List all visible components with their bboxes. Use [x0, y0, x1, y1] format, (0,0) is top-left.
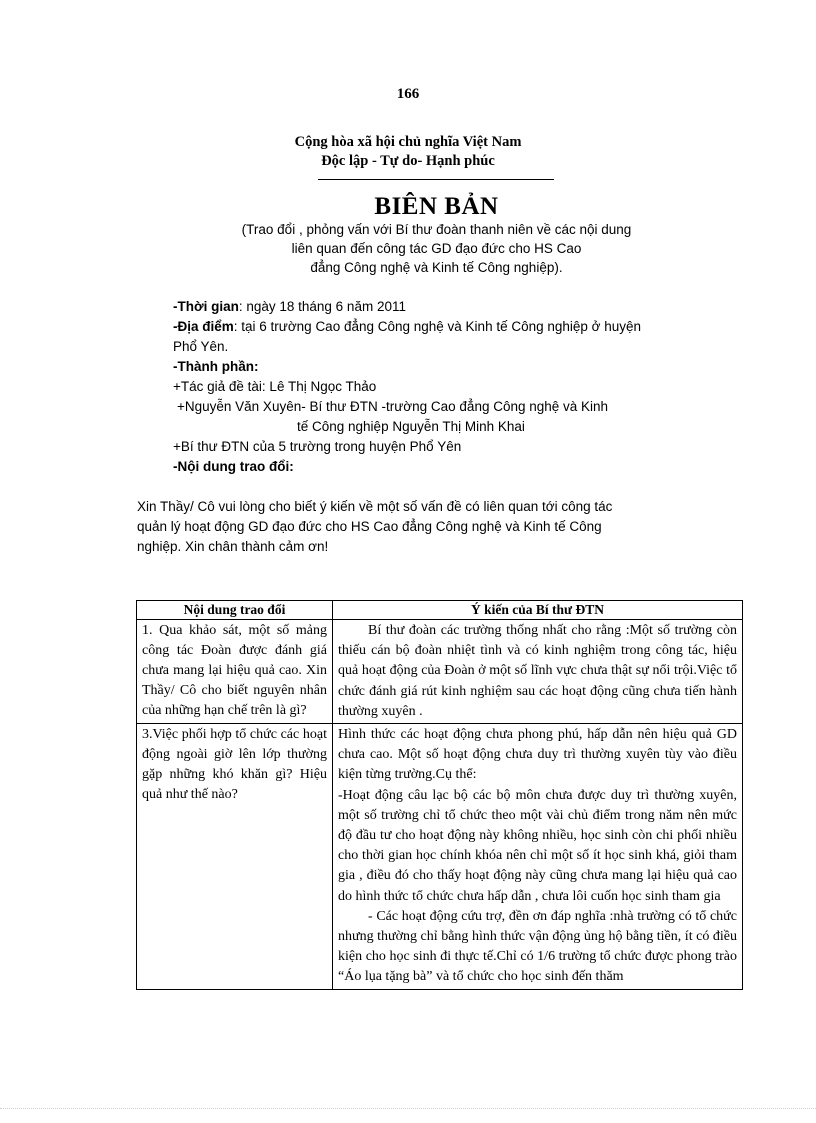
document-title: BIÊN BẢN	[374, 193, 499, 220]
document-subtitle	[0, 220, 816, 277]
member-item-cont: tế Công nghiệp Nguyễn Thị Minh Khai	[297, 419, 525, 434]
answer-paragraph: - Các hoạt động cứu trợ, đền ơn đáp nghĩa :nhà trường có tổ chức nhưng thường chỉ bằng hình thức vận động ủng hộ bằng tiền, ít có điều kiện cho học sinh đi thực tế.Chỉ có 1/6 trường tổ chức được phong trào “Áo lụa tặng bà” và tổ chức cho học sinh đến thăm	[338, 908, 737, 985]
time-line	[173, 297, 763, 317]
page-bottom-edge	[0, 1108, 816, 1109]
column-header-question: Nội dung trao đổi	[137, 601, 333, 620]
answer-paragraph: Bí thư đoàn các trường thống nhất cho rằng :Một số trường còn thiếu cán bộ đoàn nhiệt tình và có kinh nghiệm trong công tác, hiệu quả hoạt động của Đoàn ở một số lĩnh vực chưa thật sự nổi trội.Việc tổ chức đánh giá rút kinh nghiệm sau các hoạt động cũng chưa tiến hành thường xuyên .	[338, 623, 737, 719]
subtitle-line: (Trao đổi , phỏng vấn với Bí thư đoàn thanh niên về các nội dung	[241, 222, 632, 237]
member-item: +Tác giả đề tài: Lê Thị Ngọc Thảo	[173, 379, 377, 394]
meeting-info	[173, 297, 763, 477]
table-row	[137, 724, 743, 990]
table-row	[137, 620, 743, 724]
member-item: +Bí thư ĐTN của 5 trường trong huyện Phổ Yên	[173, 439, 462, 454]
subtitle-line: liên quan đến công tác GD đạo đức cho HS Cao	[291, 241, 582, 256]
answer-cell	[333, 620, 743, 724]
table-header-row	[137, 601, 743, 620]
subtitle-line: đẳng Công nghệ và Kinh tế Công nghiệp).	[310, 260, 563, 275]
intro-line: quản lý hoạt động GD đạo đức cho HS Cao đẳng Công nghệ và Kinh tế Công	[137, 519, 602, 534]
content-label	[173, 457, 763, 477]
answer-paragraph: Hình thức các hoạt động chưa phong phú, hấp dẫn nên hiệu quả GD chưa cao. Một số hoạt động chưa duy trì thường xuyên tùy vào điều kiện từng trường.Cụ thể:	[338, 727, 737, 783]
answer-paragraph: -Hoạt động câu lạc bộ các bộ môn chưa được duy trì thường xuyên, một số trường chỉ tổ chức theo một vài chủ điểm trong năm nên mức độ đầu tư cho hoạt động này không nhiều, học sinh còn chi phối nhiều cho thời gian học chính khóa nên chỉ một số ít học sinh khá, giỏi tham gia , điều đó cho thấy hoạt động này cũng chưa mang lại hiệu quả cao do hình thức tổ chức chưa hấp dẫn , chưa lôi cuốn học sinh tham gia	[338, 787, 737, 904]
question-cell: 3.Việc phối hợp tổ chức các hoạt động ngoài giờ lên lớp thường gặp những khó khăn gì? Hiệu quả như thế nào?	[137, 724, 333, 990]
place-label: -Địa điểm	[173, 319, 234, 334]
place-line-cont: Phổ Yên.	[173, 339, 229, 354]
answer-cell	[333, 724, 743, 990]
intro-paragraph	[137, 497, 737, 557]
question-cell: 1. Qua khảo sát, một số mảng công tác Đoàn được đánh giá chưa mang lại hiệu quả cao. Xin Thầy/ Cô cho biết nguyên nhân của những hạn chế trên là gì?	[137, 620, 333, 724]
members-label	[173, 357, 763, 377]
members-label-text: -Thành phần:	[173, 359, 259, 374]
place-line	[173, 317, 763, 337]
nation-motto: Độc lập - Tự do- Hạnh phúc	[321, 153, 495, 169]
page-number: 166	[396, 86, 420, 102]
column-header-answer: Ý kiến của Bí thư ĐTN	[333, 601, 743, 620]
intro-line: nghiệp. Xin chân thành cảm ơn!	[137, 539, 329, 554]
content-label-text: -Nội dung trao đổi:	[173, 459, 294, 474]
time-value: : ngày 18 tháng 6 năm 2011	[238, 299, 406, 314]
nation-name: Cộng hòa xã hội chủ nghĩa Việt Nam	[294, 134, 522, 150]
national-header	[0, 133, 816, 171]
interview-table	[136, 600, 743, 990]
header-divider	[318, 179, 554, 180]
place-value: : tại 6 trường Cao đẳng Công nghệ và Kinh tế Công nghiệp ở huyện	[233, 319, 642, 334]
time-label: -Thời gian	[173, 299, 239, 314]
intro-line: Xin Thầy/ Cô vui lòng cho biết ý kiến về một số vấn đề có liên quan tới công tác	[137, 499, 613, 514]
member-item: +Nguyễn Văn Xuyên- Bí thư ĐTN -trường Cao đẳng Công nghệ và Kinh	[177, 399, 609, 414]
